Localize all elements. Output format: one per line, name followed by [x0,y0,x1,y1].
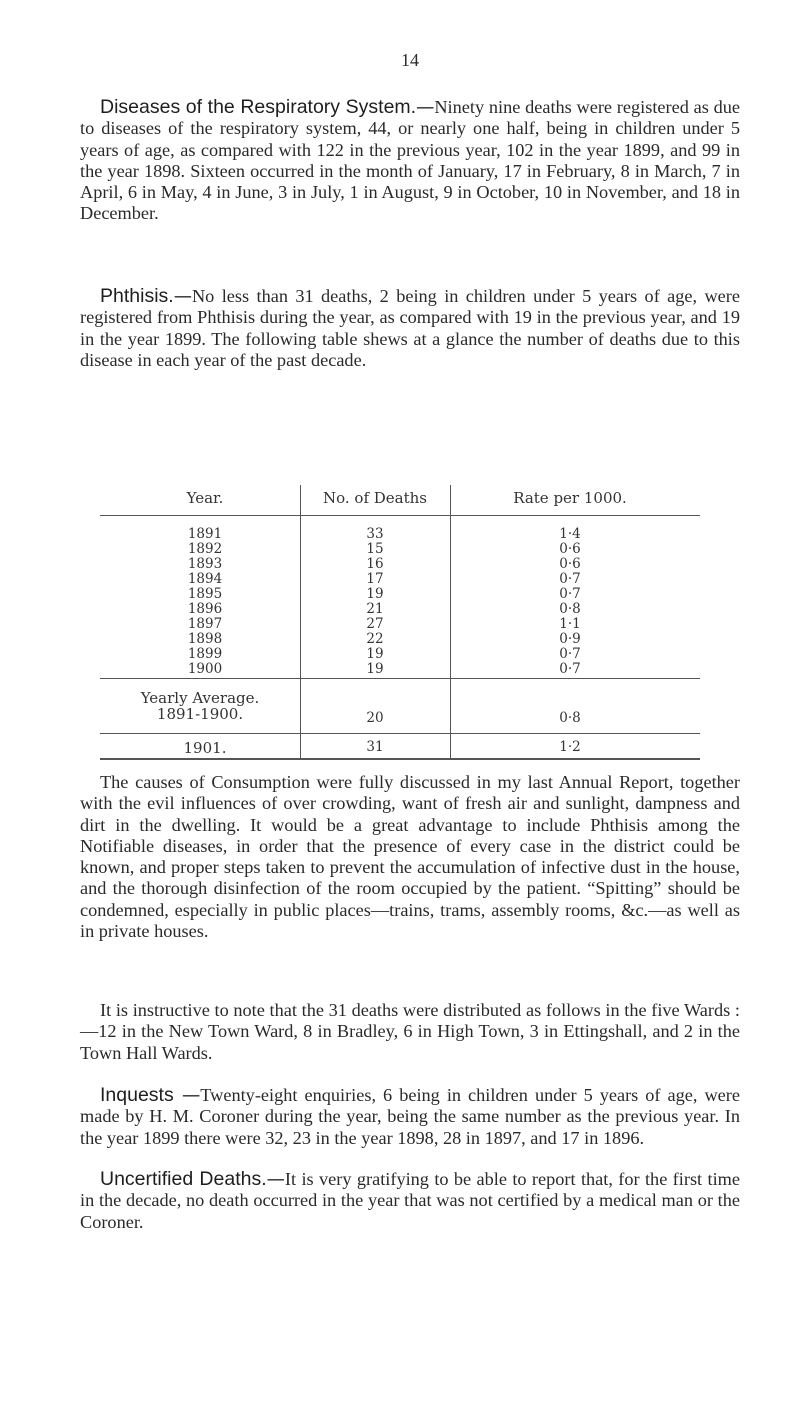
row-year: 1892 [187,541,223,557]
row-year: 1899 [187,646,223,662]
average-rule [100,678,700,679]
phthisis-paragraph [80,286,740,371]
wards-paragraph: It is instructive to note that the 31 deaths were distributed as follows in the five Wards :—12 in the New Town Ward, 8 in Bradley, 6 in High Town, 3 in Ettingshall, and 2 in the Town Hall Wards. [80,1000,740,1063]
row-deaths: 15 [366,541,384,557]
row-deaths: 19 [366,661,384,677]
inquests-dash: — [173,1085,201,1106]
row-year: 1895 [187,586,223,602]
phthisis-body: No less than 31 deaths, 2 being in children under 5 years of age, were registered from Phthisis during the year, as compared with 19 in the previous year, and 19 in the year 1899. The following table shews at a glance the number of deaths due to this disease in each year of the past decade. [80,286,740,370]
row-rate: 0·6 [559,541,581,557]
current-deaths: 31 [366,739,384,755]
header-rate: Rate per 1000. [513,489,627,507]
row-year: 1900 [187,661,223,677]
average-deaths: 20 [366,710,384,726]
row-deaths: 16 [366,556,384,572]
respiratory-body: Ninety nine deaths were registered as due to diseases of the respiratory system, 44, or nearly one half, being in children under 5 years of age, as compared with 122 in the previous year, 102 in the year 1899, and 99 in the year 1898. Sixteen occurred in the month of January, 17 in February, 8 in March, 7 in April, 6 in May, 4 in June, 3 in July, 1 in August, 9 in October, 10 in November, and 18 in December. [80,97,740,224]
bottom-rule [100,758,700,760]
uncertified-heading: Uncertified Deaths. [100,1168,267,1190]
col-divider-2 [450,485,451,760]
row-rate: 0·7 [559,661,581,677]
average-rate: 0·8 [559,710,581,726]
row-rate: 0·7 [559,646,581,662]
header-rule [100,515,700,516]
row-deaths: 33 [366,526,384,542]
current-rule [100,733,700,734]
row-rate: 1·1 [559,616,581,632]
current-year: 1901. [183,739,227,757]
row-deaths: 19 [366,646,384,662]
row-year: 1898 [187,631,223,647]
uncertified-paragraph [80,1169,740,1233]
inquests-body: Twenty-eight enquiries, 6 being in children under 5 years of age, were made by H. M. Coroner during the year, being the same number as the previous year. In the year 1899 there were 32, 23 in the year 1898, 28 in 1897, and 17 in 1896. [80,1085,740,1148]
phthisis-heading: Phthisis. [100,285,174,307]
inquests-heading: Inquests [100,1084,174,1106]
average-period: 1891-1900. [156,705,244,723]
uncertified-dash: — [266,1169,285,1190]
row-year: 1897 [187,616,223,632]
average-label: Yearly Average. [140,689,260,707]
row-rate: 0·7 [559,571,581,587]
row-year: 1896 [187,601,223,617]
header-year: Year. [186,489,224,507]
col-divider-1 [300,485,301,760]
row-rate: 0·7 [559,586,581,602]
row-deaths: 27 [366,616,384,632]
row-deaths: 22 [366,631,384,647]
page-number: 14 [401,50,419,70]
consumption-paragraph: The causes of Consumption were fully discussed in my last Annual Report, together with the evil influences of over crowding, want of fresh air and sunlight, dampness and dirt in the dwelling. It would be a great advantage to include Phthisis among the Notifiable diseases, in order that the presence of every case in the district could be known, and proper steps taken to prevent the accumulation of infective dust in the house, and the thorough disinfection of the room occupied by the patient. “Spitting” should be condemned, especially in public places—trains, trams, assembly rooms, &c.—as well as in private houses. [80,772,740,942]
inquests-paragraph [80,1085,740,1149]
current-rate: 1·2 [559,739,581,755]
phthisis-dash: — [173,286,192,307]
row-year: 1893 [187,556,223,572]
phthisis-table [100,485,700,760]
row-deaths: 17 [366,571,384,587]
respiratory-dash: — [416,97,435,118]
row-rate: 1·4 [559,526,581,542]
respiratory-paragraph [80,97,740,225]
header-deaths: No. of Deaths [322,489,427,507]
row-year: 1894 [187,571,223,587]
row-year: 1891 [187,526,223,542]
uncertified-body: It is very gratifying to be able to report that, for the first time in the decade, no death occurred in the year that was not certified by a medical man or the Coroner. [80,1169,740,1232]
respiratory-heading: Diseases of the Respiratory System. [100,96,417,118]
row-rate: 0·8 [559,601,581,617]
row-deaths: 21 [366,601,384,617]
row-rate: 0·6 [559,556,581,572]
row-deaths: 19 [366,586,384,602]
row-rate: 0·9 [559,631,581,647]
